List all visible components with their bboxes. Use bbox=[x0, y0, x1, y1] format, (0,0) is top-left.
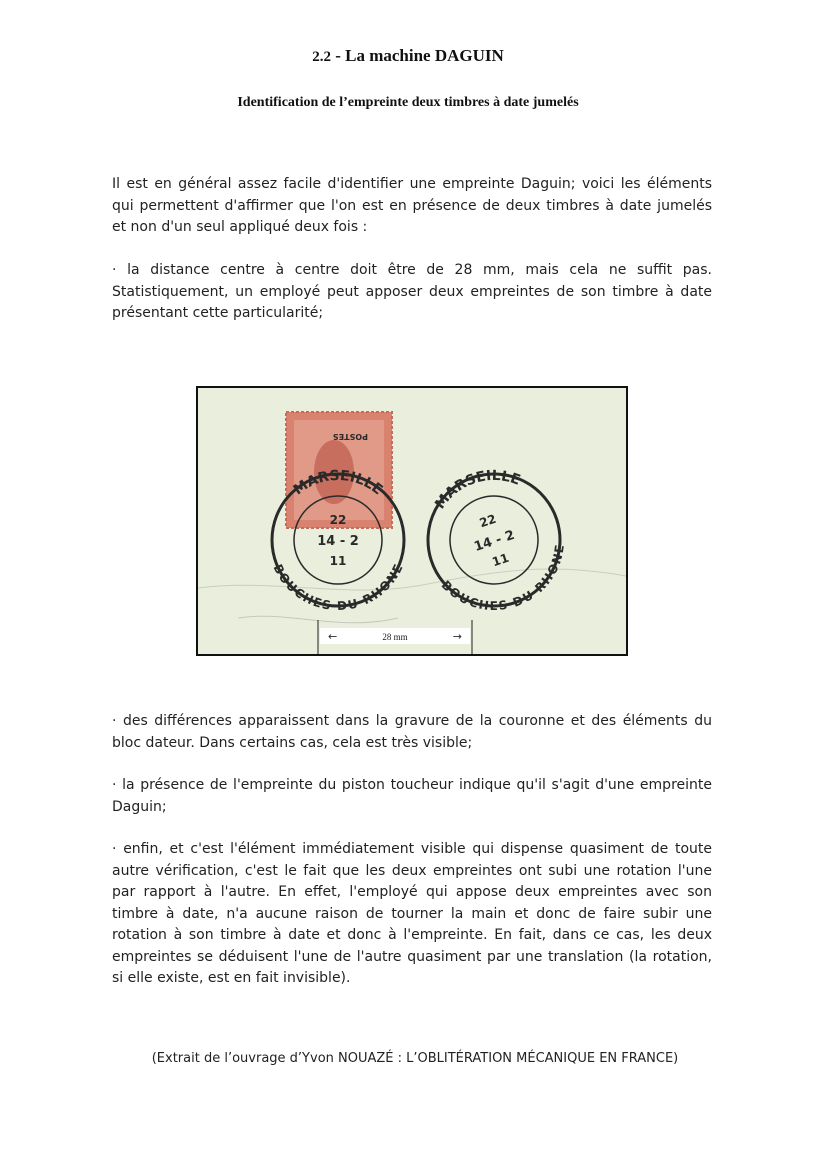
postmark-right-date: 14 - 2 bbox=[472, 527, 517, 555]
measure-label: 28 mm bbox=[382, 632, 408, 642]
source-citation: (Extrait de l’ouvrage d’Yvon NOUAZÉ : L’OBLITÉRATION MÉCANIQUE EN FRANCE) bbox=[151, 1051, 679, 1066]
postmark-right-year: 11 bbox=[490, 550, 511, 570]
rotation-criterion-paragraph: · enfin, et c'est l'élément immédiatement visible qui dispense quasiment de toute autre vérification, c'est le fait que les deux empreintes ont subi une rotation l'une par rapport à l'autre. En effet, l'employé qui appose deux empreintes avec son timbre à date, n'a aucune raison de tourner la main et donc de faire subir une rotation à son timbre à date et donc à l'empreinte. En fait, dans ce cas, les deux empreintes se déduisent l'une de l'autre quasiment par une translation (la rotation, si elle existe, est en fait invisible). bbox=[112, 841, 712, 986]
postmark-right-town: MARSEILLE bbox=[432, 467, 523, 513]
postmark-illustration bbox=[198, 388, 626, 654]
postmark-left-day: 22 bbox=[329, 513, 347, 527]
postmark-right-department: BOUCHES-DU-RHONE bbox=[438, 543, 567, 614]
stamp-postes-text: POSTES bbox=[332, 432, 368, 441]
section-title bbox=[0, 46, 816, 66]
measure-arrow-right: → bbox=[452, 630, 462, 643]
postmark-left-town: MARSEILLE bbox=[290, 467, 386, 499]
postmark-figure bbox=[196, 386, 628, 656]
postcard-background bbox=[198, 388, 626, 654]
postmark-left-date: 14 - 2 bbox=[317, 534, 359, 549]
engraving-differences-paragraph: · des différences apparaissent dans la gravure de la couronne et des éléments du bloc dateur. Dans certains cas, cela est très visible; bbox=[112, 713, 712, 751]
measure-arrow-left: ← bbox=[328, 630, 338, 643]
postmark-left-department: BOUCHES-DU-RHONE bbox=[270, 562, 406, 614]
section-title-text: - La machine DAGUIN bbox=[330, 46, 504, 65]
intro-paragraph: Il est en général assez facile d'identifier une empreinte Daguin; voici les éléments qui permettent d'affirmer que l'on est en présence de deux timbres à date jumelés et non d'un seul appliqué deux fois : bbox=[112, 176, 712, 235]
section-number: 2.2 bbox=[312, 49, 331, 65]
postmark-right-day: 22 bbox=[477, 511, 498, 531]
section-subtitle: Identification de l’empreinte deux timbres à date jumelés bbox=[237, 95, 579, 110]
piston-mark-paragraph: · la présence de l'empreinte du piston toucheur indique qu'il s'agit d'une empreinte Daguin; bbox=[112, 777, 712, 815]
postmark-left-year: 11 bbox=[329, 554, 347, 568]
distance-criterion-paragraph: · la distance centre à centre doit être de 28 mm, mais cela ne suffit pas. Statistiquement, un employé peut apposer deux empreintes de son timbre à date présentant cette particularité; bbox=[112, 262, 712, 321]
